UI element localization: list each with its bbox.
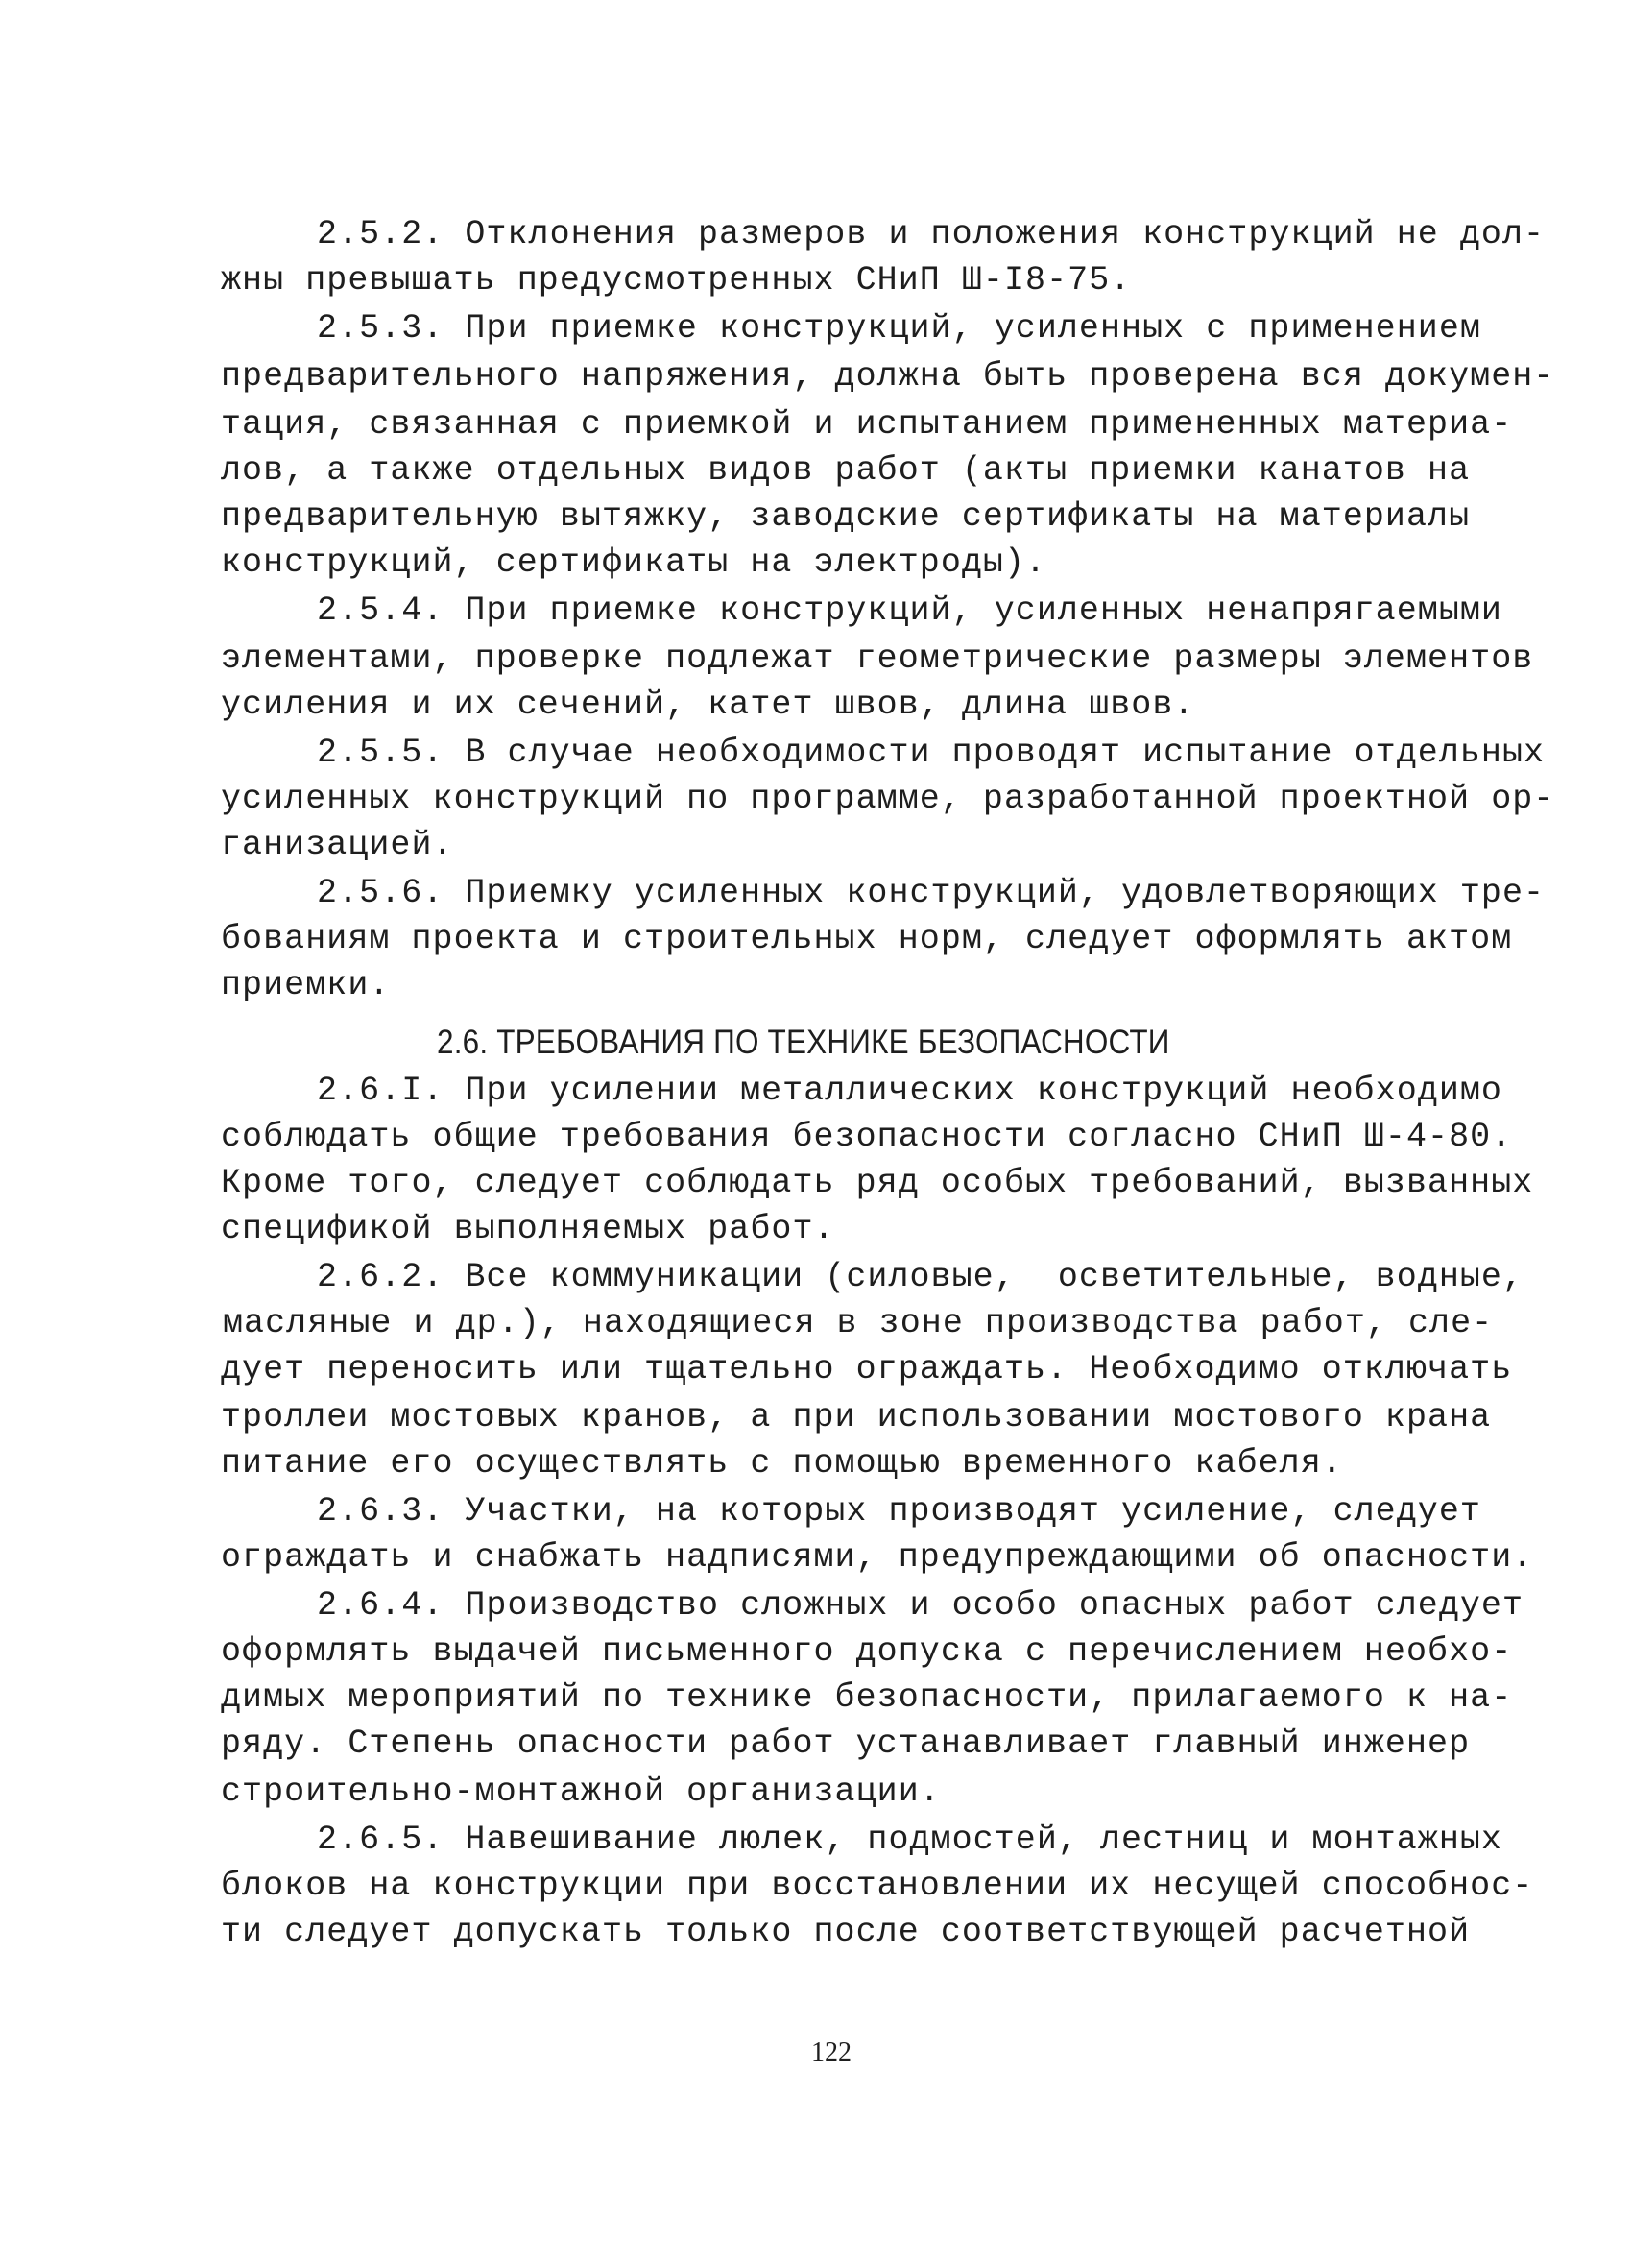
text-line: 2.5.4. При приемке конструкций, усиленных ненапрягаемыми <box>317 591 1502 630</box>
text-line: усиления и их сечений, катет швов, длина швов. <box>221 686 1195 724</box>
text-line: ряду. Степень опасности работ устанавливает главный инженер <box>221 1725 1471 1763</box>
text-line: 2.6.I. При усилении металлических конструкций необходимо <box>317 1072 1502 1110</box>
text-line: 2.5.6. Приемку усиленных конструкций, удовлетворяющих тре- <box>317 874 1546 912</box>
text-line: троллеи мостовых кранов, а при использовании мостового крана <box>221 1398 1492 1436</box>
text-line: жны превышать предусмотренных СНиП Ш-I8-75. <box>221 261 1132 300</box>
text-line: ограждать и снабжать надписями, предупреждающими об опасности. <box>221 1538 1534 1577</box>
text-line: 2.5.5. В случае необходимости проводят испытание отдельных <box>317 734 1546 772</box>
text-line: 2.6.2. Все коммуникации (силовые, осветительные, водные, <box>317 1258 1524 1296</box>
text-line: 2.6.3. Участки, на которых производят усиление, следует <box>317 1492 1481 1531</box>
text-line: 2.6.4. Производство сложных и особо опасных работ следует <box>317 1586 1524 1625</box>
text-line: соблюдать общие требования безопасности согласно СНиП Ш-4-80. <box>221 1118 1513 1156</box>
text-line: элементами, проверке подлежат геометрические размеры элементов <box>221 639 1534 678</box>
text-line: лов, а также отдельных видов работ (акты приемки канатов на <box>221 451 1471 490</box>
text-line: 2.5.3. При приемке конструкций, усиленных с применением <box>317 309 1481 348</box>
text-line: 2.6.5. Навешивание люлек, подмостей, лестниц и монтажных <box>317 1821 1502 1859</box>
text-line: предварительного напряжения, должна быть проверена вся докумен- <box>221 357 1555 396</box>
text-line: оформлять выдачей письменного допуска с перечислением необхо- <box>221 1632 1513 1671</box>
text-line: приемки. <box>221 966 391 1004</box>
text-line: питание его осуществлять с помощью временного кабеля. <box>221 1444 1343 1483</box>
text-line: блоков на конструкции при восстановлении их несущей способнос- <box>221 1867 1534 1905</box>
text-line: Кроме того, следует соблюдать ряд особых требований, вызванных <box>221 1164 1534 1202</box>
text-line: ганизацией. <box>221 826 454 864</box>
text-line: масляные и др.), находящиеся в зоне производства работ, сле- <box>223 1304 1494 1342</box>
page-number: 122 <box>811 2038 852 2067</box>
text-line: конструкций, сертификаты на электроды). <box>221 543 1047 582</box>
text-line: 2.5.2. Отклонения размеров и положения конструкций не дол- <box>317 215 1546 253</box>
text-line: предварительную вытяжку, заводские сертификаты на материалы <box>221 497 1471 536</box>
text-line: строительно-монтажной организации. <box>221 1773 941 1811</box>
section-heading: 2.6. ТРЕБОВАНИЯ ПО ТЕХНИКЕ БЕЗОПАСНОСТИ <box>437 1024 1170 1061</box>
text-line: дует переносить или тщательно ограждать. Необходимо отключать <box>221 1350 1513 1388</box>
text-line: усиленных конструкций по программе, разработанной проектной ор- <box>221 780 1555 818</box>
text-line: ти следует допускать только после соответствующей расчетной <box>221 1913 1471 1951</box>
text-line: спецификой выполняемых работ. <box>221 1210 835 1248</box>
text-line: димых мероприятий по технике безопасности, прилагаемого к на- <box>221 1678 1513 1717</box>
text-line: бованиям проекта и строительных норм, следует оформлять актом <box>221 920 1513 958</box>
text-line: тация, связанная с приемкой и испытанием примененных материа- <box>221 405 1513 444</box>
